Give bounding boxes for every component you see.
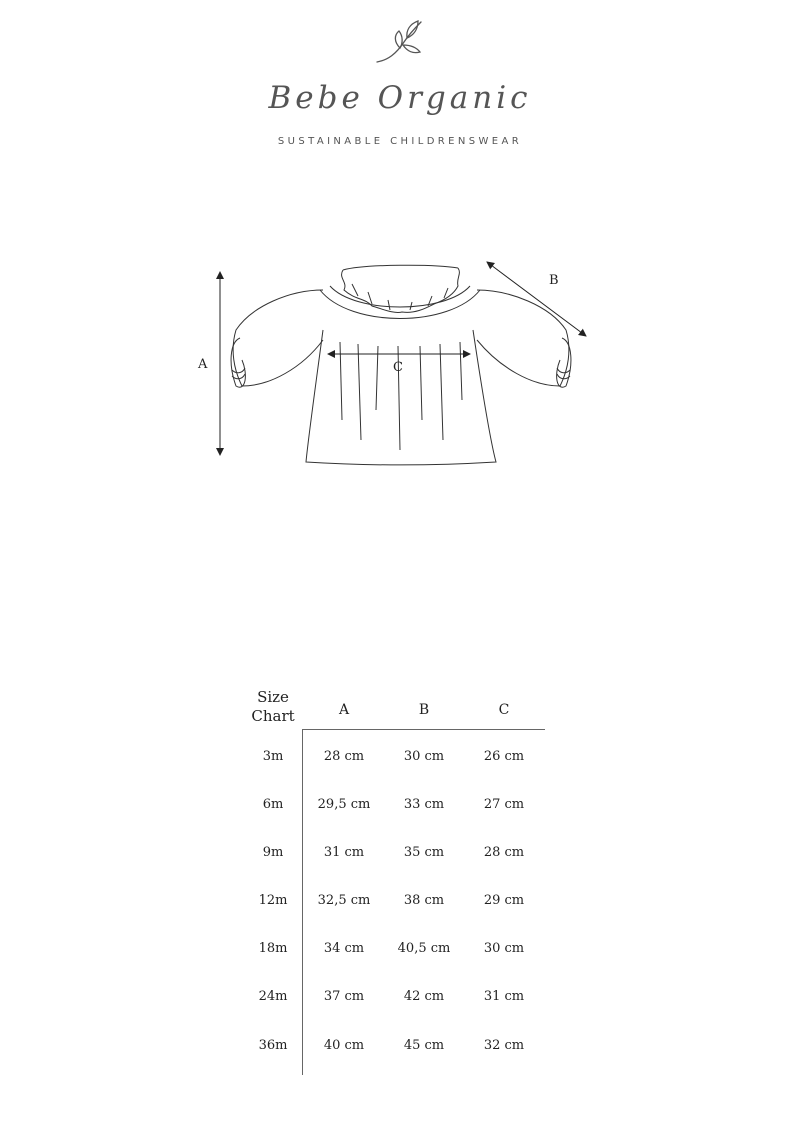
label-a: A <box>198 357 208 372</box>
value-b-cell: 30 cm <box>403 749 445 764</box>
size-cell: 24m <box>258 989 288 1004</box>
value-a-cell: 37 cm <box>323 989 365 1004</box>
value-a-cell: 40 cm <box>323 1038 365 1053</box>
value-a-cell: 34 cm <box>323 941 365 956</box>
table-row <box>244 749 564 769</box>
value-a-cell: 32,5 cm <box>317 893 371 908</box>
value-c-cell: 27 cm <box>483 797 525 812</box>
value-c-cell: 29 cm <box>483 893 525 908</box>
header-divider <box>302 729 545 730</box>
label-c: C <box>393 360 403 375</box>
value-b-cell: 45 cm <box>403 1038 445 1053</box>
measure-b-arrow <box>487 262 586 336</box>
size-chart-corner-label <box>244 688 302 726</box>
table-row <box>244 941 564 961</box>
value-c-cell: 31 cm <box>483 989 525 1004</box>
value-b-cell: 38 cm <box>403 893 445 908</box>
value-b-cell: 40,5 cm <box>397 941 451 956</box>
value-c-cell: 28 cm <box>483 845 525 860</box>
leaf-logo-icon <box>374 18 426 66</box>
column-header-b: B <box>418 702 430 718</box>
label-b: B <box>549 273 559 288</box>
value-a-cell: 31 cm <box>323 845 365 860</box>
value-b-cell: 35 cm <box>403 845 445 860</box>
table-row <box>244 845 564 865</box>
table-row <box>244 1038 564 1058</box>
table-row <box>244 893 564 913</box>
size-cell: 36m <box>258 1038 288 1053</box>
value-b-cell: 33 cm <box>403 797 445 812</box>
column-header-a: A <box>338 702 350 718</box>
corner-line-2: Chart <box>251 707 295 725</box>
brand-name: Bebe Organic <box>268 80 532 116</box>
table-row <box>244 989 564 1009</box>
column-header-c: C <box>498 702 510 718</box>
value-c-cell: 32 cm <box>483 1038 525 1053</box>
size-cell: 3m <box>262 749 284 764</box>
size-cell: 12m <box>258 893 288 908</box>
table-row <box>244 797 564 817</box>
corner-line-1: Size <box>257 688 289 706</box>
value-c-cell: 30 cm <box>483 941 525 956</box>
size-cell: 9m <box>262 845 284 860</box>
size-cell: 18m <box>258 941 288 956</box>
value-b-cell: 42 cm <box>403 989 445 1004</box>
value-a-cell: 29,5 cm <box>317 797 371 812</box>
brand-tagline: SUSTAINABLE CHILDRENSWEAR <box>277 136 523 147</box>
blouse-measurement-diagram <box>190 250 610 480</box>
value-c-cell: 26 cm <box>483 749 525 764</box>
size-cell: 6m <box>262 797 284 812</box>
value-a-cell: 28 cm <box>323 749 365 764</box>
